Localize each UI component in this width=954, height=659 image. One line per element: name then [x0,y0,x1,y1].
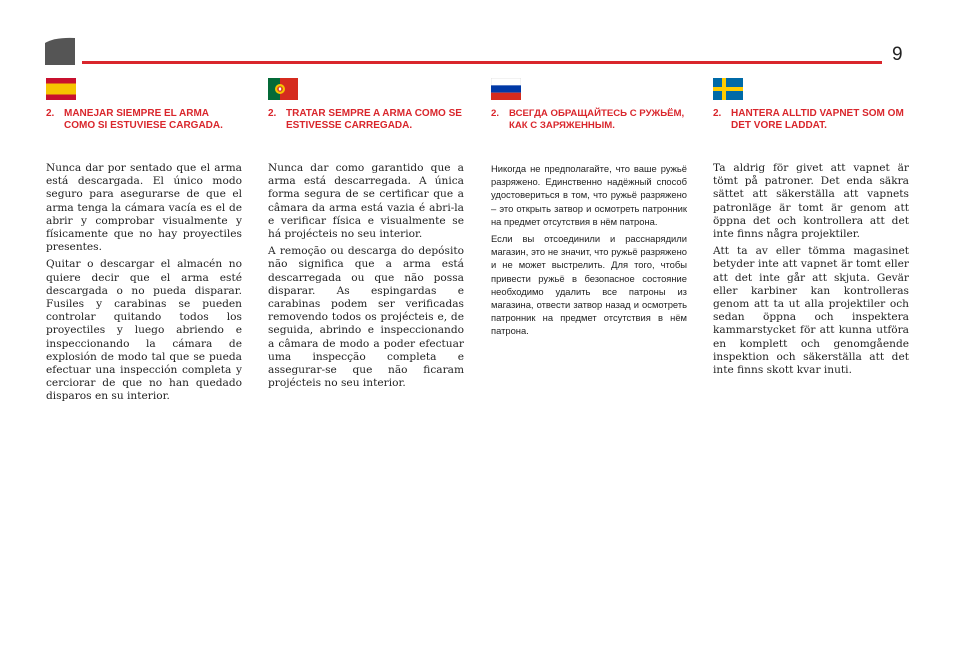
brand-logo [45,37,75,65]
section-heading [713,108,909,148]
section-number: 2. [268,108,277,119]
column-swedish [713,78,909,381]
section-number: 2. [491,108,500,119]
section-body [46,162,242,404]
header-rule [82,61,882,64]
column-spanish [46,78,242,408]
section-title: ВСЕГДА ОБРАЩАЙТЕСЬ С РУЖЬЁМ, КАК С ЗАРЯЖЕННЫМ. [509,108,685,131]
paragraph: A remoção ou descarga do depósito não significa que a arma está descarregada ou que não possa disparar. As espingardas e carabinas podem ser verificadas removendo todos os projécteis e, de seguida, abrindo e inspeccionando a câmara de modo a poder efectuar uma inspecção completa e assegurar-se que não ficaram projécteis no seu interior. [268,245,464,390]
spain-flag-icon [46,78,76,100]
russia-flag-icon [491,78,521,100]
section-title: HANTERA ALLTID VAPNET SOM OM DET VORE LADDAT. [731,108,904,131]
paragraph: Nunca dar como garantido que a arma está descarregada. A única forma segura de se certificar que a câmara da arma está vazia é abri-la e verificar física e visualmente se há projécteis no seu interior. [268,162,464,241]
sweden-flag-icon [713,78,743,100]
paragraph: Quitar o descargar el almacén no quiere decir que el arma esté descargada o no pueda disparar. Fusiles y carabinas se pueden controlar quitando todos los proyectiles y luego abriendo e inspeccionando la cámara de explosión de modo tal que se pueda efectuar una inspección completa y cerciorar de que no han quedado disparos en su interior. [46,258,242,403]
paragraph: Никогда не предполагайте, что ваше ружьё разряжено. Единственно надёжный способ удостовериться в том, что ружьё разряжено – это открыть затвор и осмотреть патронник на предмет отсутствия в нём патрона. [491,163,687,227]
paragraph: Att ta av eller tömma magasinet betyder inte att vapnet är tomt eller att det inte går att skjuta. Gevär eller karbiner kan kontrolleras genom att ta ut alla projektiler och sedan öppna och inspektera kammarstycket för att kunna utföra en komplett och genomgående inspektion och säkerställa att det inte finns skott kvar inuti. [713,245,909,377]
section-number: 2. [713,108,722,119]
column-russian [491,78,687,342]
section-number: 2. [46,108,55,119]
section-heading [268,108,464,148]
portugal-flag-icon [268,78,298,100]
section-title: TRATAR SEMPRE A ARMA COMO SE ESTIVESSE CARREGADA. [286,108,462,131]
column-portuguese [268,78,464,394]
section-body [268,162,464,390]
page-number: 9 [892,44,903,65]
section-heading [46,108,242,148]
section-body [713,162,909,377]
section-heading [491,108,687,148]
paragraph: Если вы отсоединили и расснарядили магазин, это не значит, что ружьё разряжено и не может выстрелить. Для того, чтобы привести ружьё в безопасное состояние необходимо удалить все патроны из магазина, отвести затвор назад и осмотреть патронник на предмет отсутствия в нём патрона. [491,233,687,337]
section-title: MANEJAR SIEMPRE EL ARMA COMO SI ESTUVIESE CARGADA. [64,108,223,131]
paragraph: Nunca dar por sentado que el arma está descargada. El único modo seguro para asegurarse de que el arma tenga la cámara vacía es el de abrir y comprobar visualmente y físicamente que no hay proyectiles presentes. [46,162,242,254]
section-body [491,162,687,338]
paragraph: Ta aldrig för givet att vapnet är tömt på patroner. Det enda säkra sättet att säkerställa att vapnets patronläge är tomt är genom att öppna det och kontrollera att det inte finns några projektiler. [713,162,909,241]
